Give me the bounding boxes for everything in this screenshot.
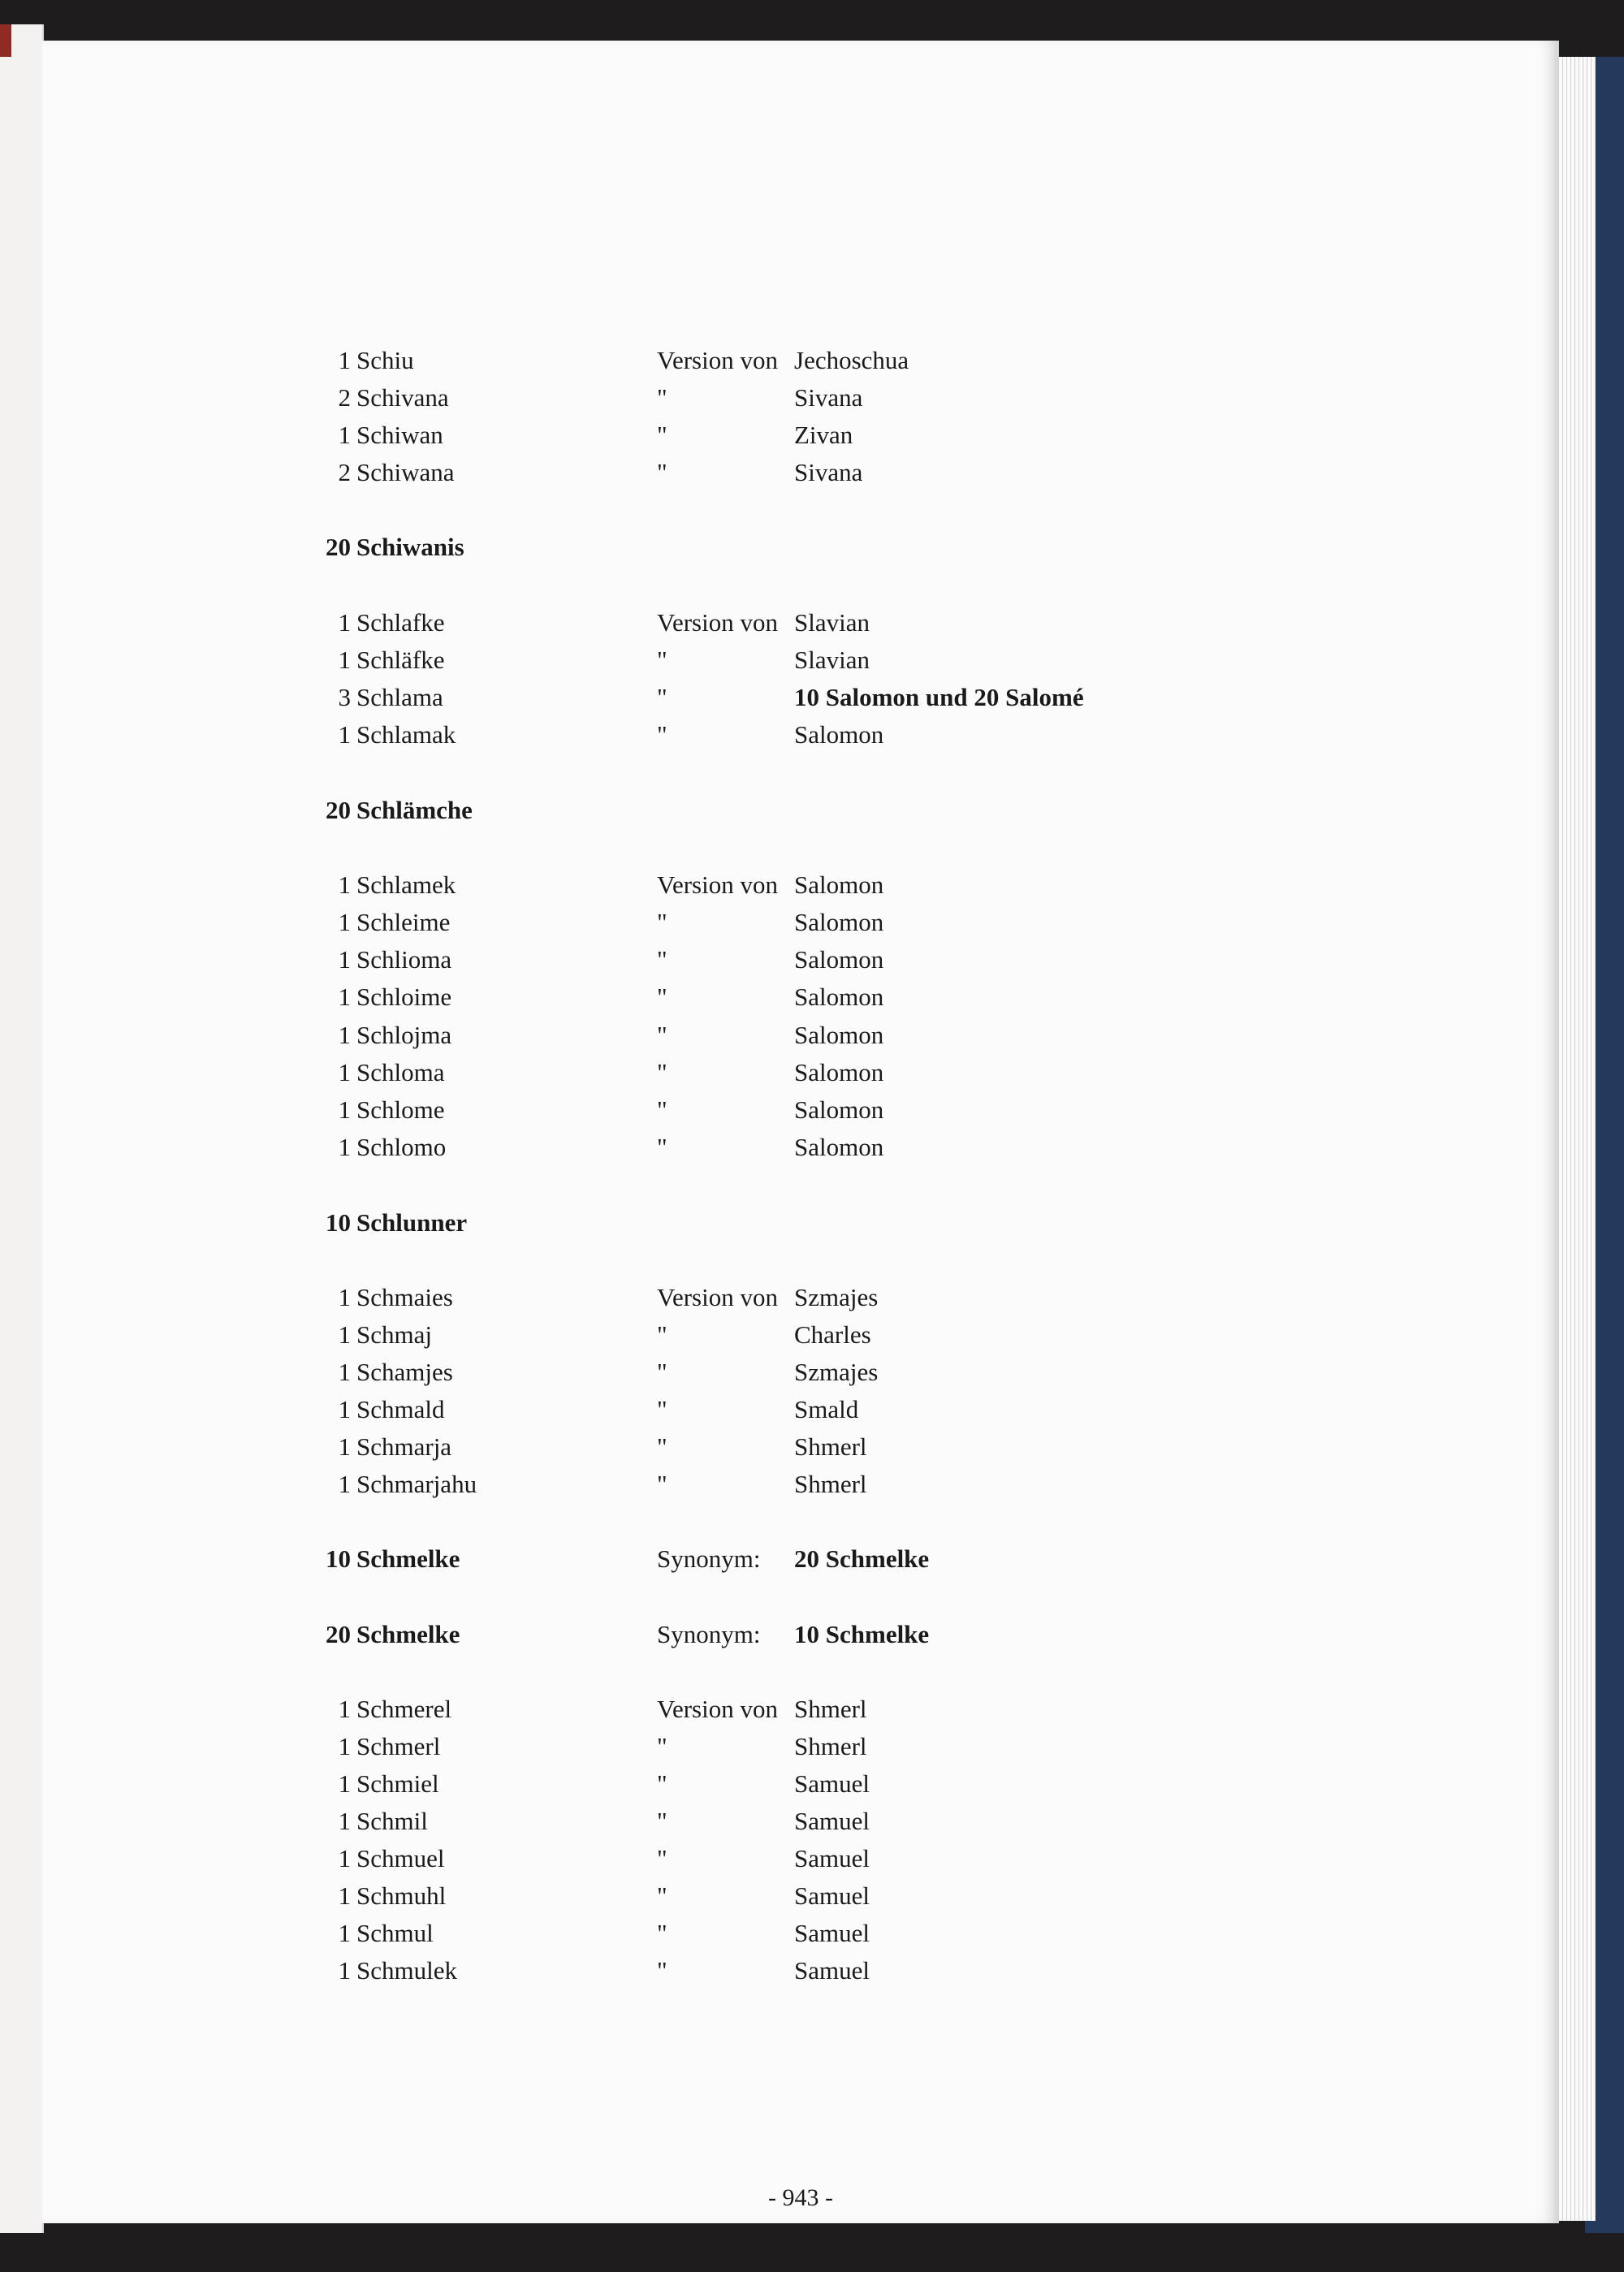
entry-value: Samuel — [794, 1844, 870, 1872]
index-entry — [42, 1058, 1559, 1095]
index-entry — [42, 1956, 1559, 1993]
entry-value: Salomon — [794, 720, 884, 749]
entry-count: 3 — [338, 683, 351, 711]
index-entry — [42, 383, 1559, 421]
entry-value: Samuel — [794, 1956, 870, 1985]
entry-value: Samuel — [794, 1807, 870, 1835]
index-entry — [42, 908, 1559, 945]
entry-value: Slavian — [794, 646, 870, 674]
entry-prefix: " — [657, 421, 667, 449]
entry-prefix: " — [657, 1956, 667, 1985]
entry-value: Shmerl — [794, 1432, 867, 1461]
entry-name: Schmuel — [356, 1844, 445, 1872]
index-entry — [42, 945, 1559, 983]
entry-prefix: Synonym: — [657, 1620, 761, 1648]
entry-prefix: " — [657, 1058, 667, 1086]
entry-prefix: " — [657, 983, 667, 1011]
entry-value: Szmajes — [794, 1283, 879, 1311]
entry-value: Sivana — [794, 458, 863, 486]
entry-count: 1 — [338, 1133, 351, 1161]
entry-count: 1 — [338, 1395, 351, 1423]
index-entry — [42, 646, 1559, 683]
entry-prefix: Synonym: — [657, 1544, 761, 1573]
entry-prefix: " — [657, 1769, 667, 1798]
entry-name: Schmil — [356, 1807, 428, 1835]
entry-prefix: " — [657, 1432, 667, 1461]
entry-name: Schmerl — [356, 1732, 441, 1760]
index-entry — [42, 346, 1559, 383]
index-entry — [42, 1881, 1559, 1919]
entry-value: Jechoschua — [794, 346, 909, 374]
index-entry — [42, 1620, 1559, 1657]
entry-name: Schloime — [356, 983, 452, 1011]
entry-value: Zivan — [794, 421, 853, 449]
page-number: - 943 - — [768, 2184, 833, 2211]
entry-prefix: Version von — [657, 1283, 778, 1311]
entry-value: Salomon — [794, 870, 884, 899]
entry-count: 1 — [338, 1956, 351, 1985]
entry-prefix: " — [657, 1133, 667, 1161]
entry-count: 1 — [338, 1358, 351, 1386]
entry-name: Schmaj — [356, 1320, 432, 1349]
entry-value: 10 Schmelke — [794, 1620, 930, 1648]
entry-count: 1 — [338, 1881, 351, 1910]
entry-name: Schmarja — [356, 1432, 452, 1461]
entry-prefix: " — [657, 1358, 667, 1386]
index-entry — [42, 1732, 1559, 1769]
entry-name: Schloma — [356, 1058, 445, 1086]
entry-count: 20 — [326, 796, 351, 824]
entry-value: Charles — [794, 1320, 871, 1349]
book-cover-left — [0, 24, 44, 2233]
index-entry — [42, 870, 1559, 908]
entry-name: Schlafke — [356, 608, 445, 637]
entry-prefix: " — [657, 1395, 667, 1423]
entry-name: Schmiel — [356, 1769, 439, 1798]
entry-count: 1 — [338, 1844, 351, 1872]
entry-prefix: " — [657, 908, 667, 936]
index-entry — [42, 1432, 1559, 1470]
entry-name: Schmelke — [356, 1544, 460, 1573]
entry-value: Shmerl — [794, 1695, 867, 1723]
entry-prefix: Version von — [657, 608, 778, 637]
entry-prefix: " — [657, 1021, 667, 1049]
index-entry — [42, 458, 1559, 495]
entry-value: Slavian — [794, 608, 870, 637]
entry-name: Schmelke — [356, 1620, 460, 1648]
entry-prefix: " — [657, 945, 667, 974]
entry-value: Salomon — [794, 1095, 884, 1124]
entry-prefix: " — [657, 458, 667, 486]
entry-name: Schlomo — [356, 1133, 447, 1161]
index-entry — [42, 421, 1559, 458]
entry-count: 20 — [326, 533, 351, 561]
entry-name: Schlämche — [356, 796, 473, 824]
entry-count: 1 — [338, 1058, 351, 1086]
index-entry — [42, 1395, 1559, 1432]
index-entry — [42, 608, 1559, 646]
entry-count: 1 — [338, 1320, 351, 1349]
entry-name: Schmulek — [356, 1956, 457, 1985]
index-entry — [42, 1208, 1559, 1246]
entry-count: 2 — [338, 383, 351, 412]
entry-prefix: Version von — [657, 870, 778, 899]
entry-count: 1 — [338, 870, 351, 899]
entry-count: 10 — [326, 1208, 351, 1237]
entry-count: 1 — [338, 1432, 351, 1461]
entry-value: Salomon — [794, 945, 884, 974]
index-entry — [42, 683, 1559, 720]
entry-count: 1 — [338, 1021, 351, 1049]
entry-name: Schleime — [356, 908, 451, 936]
entry-name: Schiwana — [356, 458, 455, 486]
entry-name: Schlunner — [356, 1208, 468, 1237]
entry-name: Schiu — [356, 346, 414, 374]
entry-value: Salomon — [794, 1133, 884, 1161]
entry-value: Szmajes — [794, 1358, 879, 1386]
index-entry — [42, 533, 1559, 570]
book-page — [42, 41, 1559, 2223]
entry-prefix: " — [657, 1470, 667, 1498]
index-entry — [42, 796, 1559, 833]
entry-prefix: " — [657, 1732, 667, 1760]
entry-value: 10 Salomon und 20 Salomé — [794, 683, 1084, 711]
index-entry — [42, 720, 1559, 758]
entry-prefix: " — [657, 646, 667, 674]
index-entry — [42, 1844, 1559, 1881]
entry-name: Schamjes — [356, 1358, 453, 1386]
entry-prefix: Version von — [657, 1695, 778, 1723]
entry-value: Salomon — [794, 908, 884, 936]
entry-count: 1 — [338, 908, 351, 936]
entry-prefix: " — [657, 1919, 667, 1947]
entry-value: Sivana — [794, 383, 863, 412]
entry-count: 2 — [338, 458, 351, 486]
entry-count: 1 — [338, 421, 351, 449]
entry-count: 10 — [326, 1544, 351, 1573]
entry-value: Shmerl — [794, 1470, 867, 1498]
entry-name: Schmald — [356, 1395, 445, 1423]
entry-name: Schmaies — [356, 1283, 453, 1311]
index-entry — [42, 1358, 1559, 1395]
entry-name: Schmarjahu — [356, 1470, 477, 1498]
entry-count: 1 — [338, 1769, 351, 1798]
entry-name: Schläfke — [356, 646, 445, 674]
entry-count: 1 — [338, 608, 351, 637]
entry-name: Schlioma — [356, 945, 452, 974]
entry-value: Salomon — [794, 1058, 884, 1086]
entry-count: 1 — [338, 1283, 351, 1311]
entry-value: Samuel — [794, 1769, 870, 1798]
entry-prefix: " — [657, 383, 667, 412]
entry-value: Smald — [794, 1395, 859, 1423]
index-entry — [42, 1133, 1559, 1170]
entry-prefix: " — [657, 1320, 667, 1349]
index-entry — [42, 1769, 1559, 1807]
index-entry — [42, 1320, 1559, 1358]
entry-value: Samuel — [794, 1881, 870, 1910]
entry-prefix: " — [657, 1844, 667, 1872]
entry-value: Shmerl — [794, 1732, 867, 1760]
index-entry — [42, 1919, 1559, 1956]
entry-name: Schmul — [356, 1919, 434, 1947]
entry-prefix: " — [657, 1881, 667, 1910]
entry-name: Schmerel — [356, 1695, 452, 1723]
entry-name: Schiwan — [356, 421, 443, 449]
entry-value: Salomon — [794, 1021, 884, 1049]
index-entry — [42, 1544, 1559, 1582]
index-entry — [42, 1095, 1559, 1133]
entry-count: 1 — [338, 1732, 351, 1760]
entry-count: 1 — [338, 1470, 351, 1498]
index-entry — [42, 1695, 1559, 1732]
entry-prefix: " — [657, 1807, 667, 1835]
entry-name: Schmuhl — [356, 1881, 447, 1910]
entry-count: 1 — [338, 646, 351, 674]
index-entry — [42, 1283, 1559, 1320]
entry-prefix: " — [657, 1095, 667, 1124]
entry-name: Schlamek — [356, 870, 456, 899]
entry-count: 1 — [338, 1095, 351, 1124]
entry-count: 1 — [338, 1695, 351, 1723]
index-entry — [42, 1807, 1559, 1844]
entry-count: 1 — [338, 346, 351, 374]
entry-value: 20 Schmelke — [794, 1544, 930, 1573]
entry-count: 1 — [338, 945, 351, 974]
entry-count: 1 — [338, 1807, 351, 1835]
entry-value: Samuel — [794, 1919, 870, 1947]
entry-prefix: Version von — [657, 346, 778, 374]
entry-name: Schiwanis — [356, 533, 464, 561]
entry-name: Schlojma — [356, 1021, 452, 1049]
index-entry — [42, 1021, 1559, 1058]
entry-name: Schlama — [356, 683, 443, 711]
entry-name: Schlome — [356, 1095, 445, 1124]
entry-name: Schivana — [356, 383, 449, 412]
entry-prefix: " — [657, 683, 667, 711]
entry-count: 1 — [338, 720, 351, 749]
entry-count: 20 — [326, 1620, 351, 1648]
entry-name: Schlamak — [356, 720, 456, 749]
index-entry — [42, 983, 1559, 1020]
entry-count: 1 — [338, 983, 351, 1011]
entry-count: 1 — [338, 1919, 351, 1947]
index-entry — [42, 1470, 1559, 1507]
entry-prefix: " — [657, 720, 667, 749]
entry-value: Salomon — [794, 983, 884, 1011]
